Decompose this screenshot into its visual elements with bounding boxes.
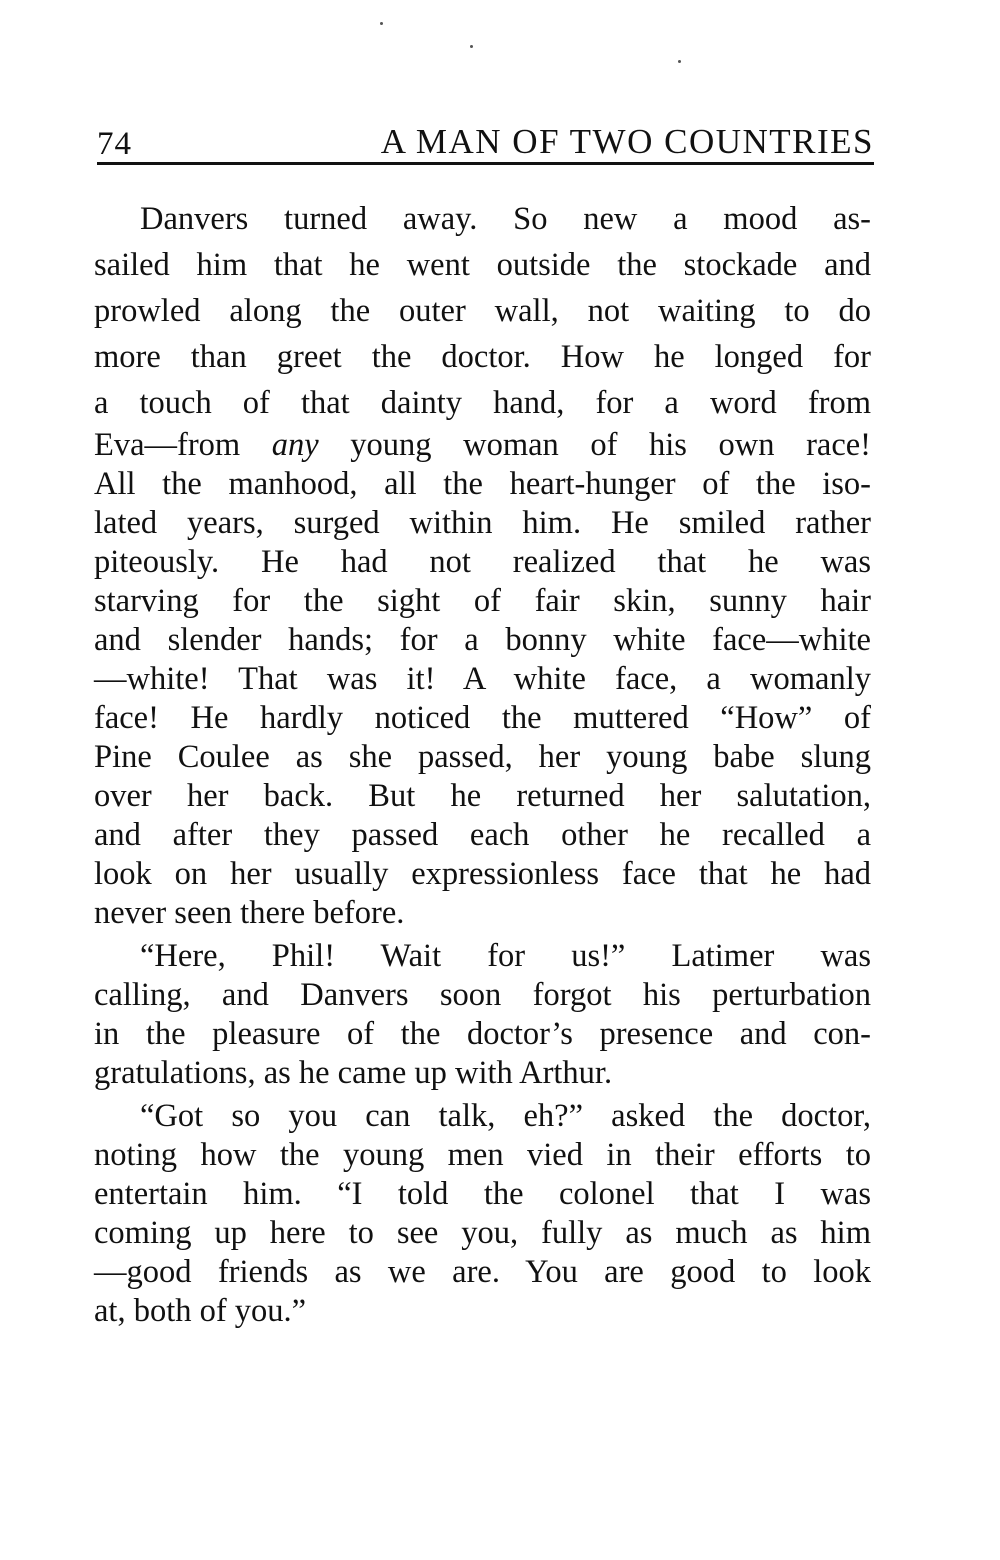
body-text — [94, 196, 871, 1331]
text-line: piteously. He had not realized that he was — [94, 544, 871, 580]
running-title: A MAN OF TWO COUNTRIES — [380, 122, 874, 161]
scan-speck — [380, 22, 383, 25]
header-rule — [97, 162, 874, 165]
text-line: more than greet the doctor. How he longed for — [94, 339, 871, 375]
text-fragment: young woman of his own race! — [350, 427, 871, 463]
page-number: 74 — [97, 126, 132, 162]
text-line: gratulations, as he came up with Arthur. — [94, 1055, 613, 1091]
text-line: noting how the young men vied in their efforts to — [94, 1137, 871, 1173]
text-line: Pine Coulee as she passed, her young babe slung — [94, 739, 871, 775]
text-line: starving for the sight of fair skin, sunny hair — [94, 583, 871, 619]
text-line: All the manhood, all the heart-hunger of the iso- — [94, 466, 871, 502]
text-fragment: Eva—from — [94, 427, 241, 463]
text-line: a touch of that dainty hand, for a word from — [94, 385, 871, 421]
text-line: face! He hardly noticed the muttered “How” of — [94, 700, 871, 736]
text-line: “Got so you can talk, eh?” asked the doctor, — [140, 1098, 871, 1134]
text-line: —good friends as we are. You are good to look — [94, 1254, 871, 1290]
text-line: at, both of you.” — [94, 1293, 307, 1329]
text-line: and slender hands; for a bonny white face—white — [94, 622, 871, 658]
italic-word: any — [271, 427, 319, 463]
text-line: never seen there before. — [94, 895, 405, 931]
text-line: over her back. But he returned her salutation, — [94, 778, 871, 814]
scan-speck — [470, 45, 473, 48]
text-line: —white! That was it! A white face, a womanly — [94, 661, 871, 697]
scan-speck — [678, 60, 681, 63]
text-line: “Here, Phil! Wait for us!” Latimer was — [140, 938, 871, 974]
text-line — [94, 426, 871, 465]
text-line: in the pleasure of the doctor’s presence and con- — [94, 1016, 871, 1052]
text-line: coming up here to see you, fully as much as him — [94, 1215, 871, 1251]
text-line: sailed him that he went outside the stockade and — [94, 247, 871, 283]
text-line: Danvers turned away. So new a mood as- — [140, 201, 871, 237]
text-line: calling, and Danvers soon forgot his perturbation — [94, 977, 871, 1013]
text-line: lated years, surged within him. He smiled rather — [94, 505, 871, 541]
text-line: prowled along the outer wall, not waiting to do — [94, 293, 871, 329]
text-line: look on her usually expressionless face that he had — [94, 856, 871, 892]
text-line: and after they passed each other he recalled a — [94, 817, 871, 853]
text-line: entertain him. “I told the colonel that I was — [94, 1176, 871, 1212]
page-header — [97, 118, 874, 164]
